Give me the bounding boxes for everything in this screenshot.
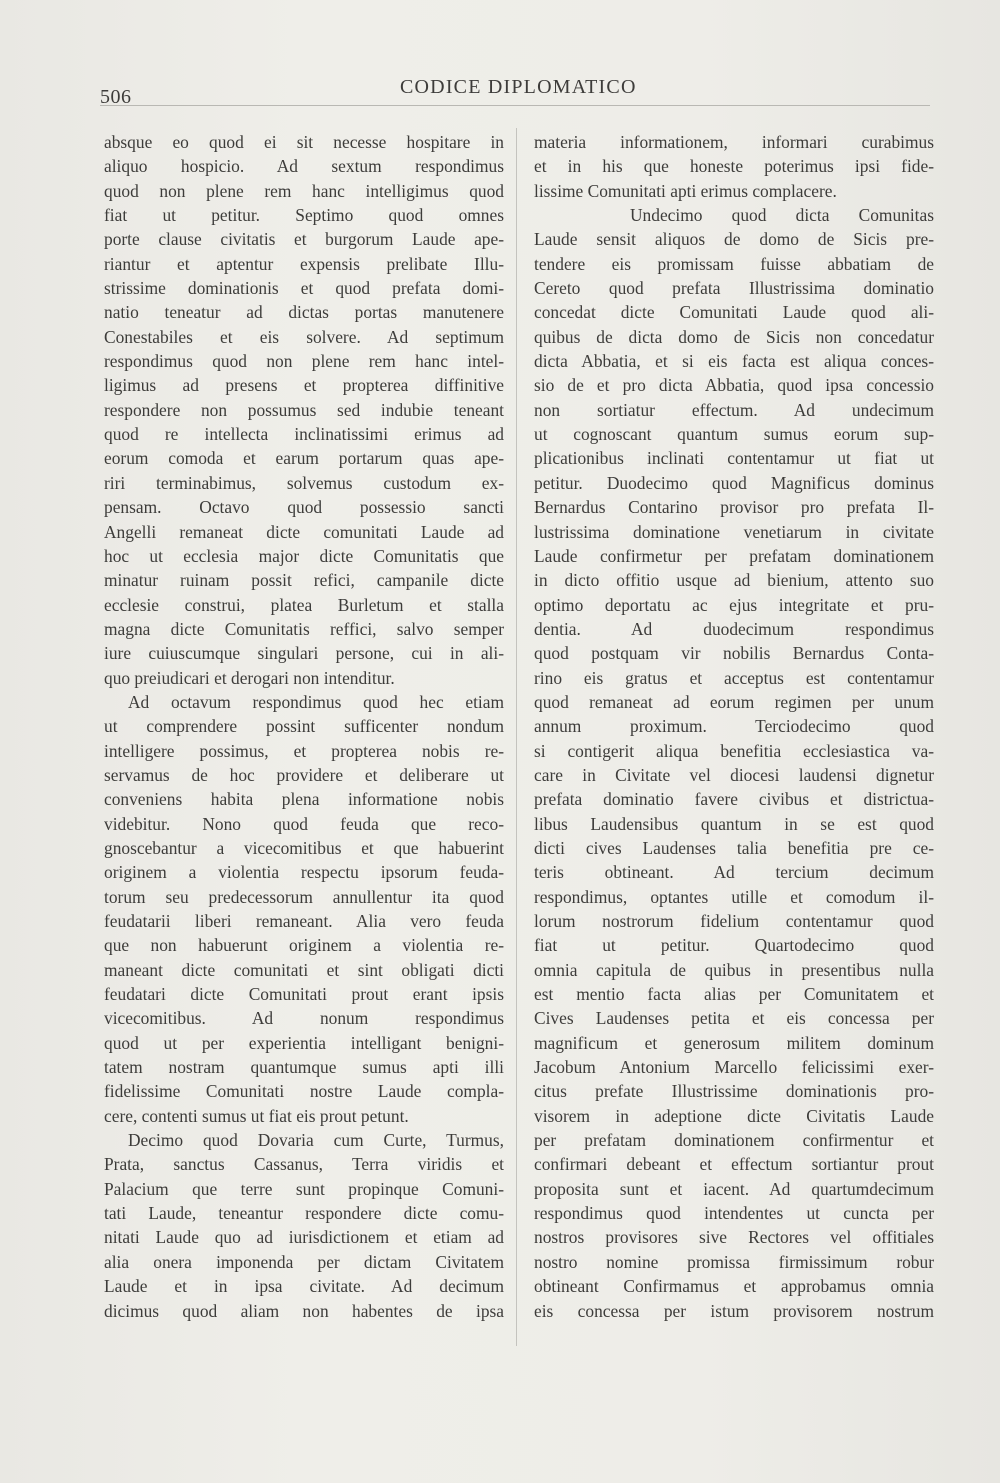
text-line: fidelissime Comunitati nostre Laude compla- bbox=[104, 1081, 504, 1102]
text-line: dicta Abbatia, et si eis facta est aliqua conces- bbox=[534, 351, 934, 372]
text-line: aliquo hospicio. Ad sextum respondimus bbox=[104, 156, 504, 177]
text-line: iure cuiuscumque singulari persone, cui in ali- bbox=[104, 643, 504, 664]
text-line: respondimus quod non plene rem hanc intel- bbox=[104, 351, 504, 372]
text-line: sio de et pro dicta Abbatia, quod ipsa concessio bbox=[534, 375, 934, 396]
text-line: respondimus quod intendentes ut cuncta per bbox=[534, 1203, 934, 1224]
text-line: Angelli remaneat dicte comunitati Laude ad bbox=[104, 521, 504, 542]
text-line: libus Laudensibus quantum in se est quod bbox=[534, 813, 934, 834]
text-line: Cereto quod prefata Illustrissima dominatio bbox=[534, 278, 934, 299]
text-line: quod ut per experientia intelligant benigni- bbox=[104, 1032, 504, 1053]
text-line: care in Civitate vel diocesi laudensi dignetur bbox=[534, 764, 934, 785]
text-line: cere, contenti sumus ut fiat eis prout petunt. bbox=[104, 1105, 409, 1126]
text-line: riantur et aptentur expensis prelibate Illu- bbox=[104, 253, 504, 274]
text-line: vicecomitibus. Ad nonum respondimus bbox=[104, 1008, 504, 1029]
text-line: Palacium que terre sunt propinque Comuni- bbox=[104, 1178, 504, 1199]
text-line: ut cognoscant quantum sumus eorum sup- bbox=[534, 424, 934, 445]
text-line: proposita sunt et iacent. Ad quartumdecimum bbox=[534, 1178, 934, 1199]
text-line: quod postquam vir nobilis Bernardus Conta- bbox=[534, 643, 934, 664]
text-line: non sortiatur effectum. Ad undecimum bbox=[534, 399, 934, 420]
page-number: 506 bbox=[100, 86, 132, 108]
text-line: tendere eis promissam fuisse abbatiam de bbox=[534, 253, 934, 274]
text-line: tatem nostram quantumque sumus apti illi bbox=[104, 1057, 504, 1078]
text-line: fiat ut petitur. Quartodecimo quod bbox=[534, 935, 934, 956]
text-line: Laude sensit aliquos de domo de Sicis pre- bbox=[534, 229, 934, 250]
text-line: per prefatam dominationem confirmentur et bbox=[534, 1130, 934, 1151]
text-line: respondere non possumus sed indubie teneant bbox=[104, 399, 504, 420]
text-line: torum seu predecessorum annullentur ita quod bbox=[104, 886, 504, 907]
text-line: prefata dominatio favere civibus et districtua- bbox=[534, 789, 934, 810]
text-line: feudatarii liberi remaneant. Alia vero feuda bbox=[104, 911, 504, 931]
text-line: visorem in adeptione dicte Civitatis Laude bbox=[534, 1105, 934, 1126]
text-line: quibus de dicta domo de Sicis non concedatur bbox=[534, 326, 934, 347]
text-line: ecclesie construi, platea Burletum et stalla bbox=[104, 594, 504, 615]
text-line: confirmari debeant et effectum sortiantur prout bbox=[534, 1154, 934, 1175]
text-line: maneant dicte comunitati et sint obligati dicti bbox=[104, 959, 504, 980]
text-line: fiat ut petitur. Septimo quod omnes bbox=[104, 205, 504, 226]
text-line: gnoscebantur a vicecomitibus et que habuerint bbox=[104, 837, 504, 858]
text-line: tati Laude, teneantur respondere dicte comu- bbox=[104, 1203, 504, 1224]
text-line: rino eis gratus et acceptus est contentamur bbox=[534, 667, 934, 688]
text-line: dicimus quod aliam non habentes de ipsa bbox=[104, 1300, 504, 1321]
text-line: si contigerit aliqua benefitia ecclesiastica va- bbox=[534, 740, 934, 761]
text-line: conveniens habita plena informatione nobis bbox=[104, 789, 504, 810]
text-line: quod remaneat ad eorum regimen per unum bbox=[534, 691, 934, 712]
text-line: natio teneatur ad dictas portas manutenere bbox=[104, 302, 504, 323]
text-line: alia onera imponenda per dictam Civitatem bbox=[104, 1251, 504, 1272]
text-line: ligimus ad presens et propterea diffinitive bbox=[104, 375, 504, 396]
text-line: nostro nomine promissa firmissimum robur bbox=[534, 1251, 934, 1272]
header-rule bbox=[100, 105, 930, 106]
text-line: annum proximum. Terciodecimo quod bbox=[534, 716, 934, 737]
text-line: hoc ut ecclesia major dicte Comunitatis que bbox=[104, 545, 504, 566]
text-line: videbitur. Nono quod feuda que reco- bbox=[104, 813, 504, 834]
text-line: quod non plene rem hanc intelligimus quod bbox=[104, 180, 504, 201]
text-line: servamus de hoc providere et deliberare ut bbox=[104, 764, 504, 785]
text-line: eis concessa per istum provisorem nostrum bbox=[534, 1300, 934, 1321]
text-line: ut comprendere possint sufficenter nondum bbox=[104, 716, 504, 737]
text-line: concedat dicte Comunitati Laude quod ali- bbox=[534, 302, 934, 323]
text-line: porte clause civitatis et burgorum Laude ape- bbox=[104, 229, 504, 250]
text-line: intelligere possimus, et propterea nobis re- bbox=[104, 740, 504, 761]
text-line: citus prefate Illustrissime dominationis pro- bbox=[534, 1081, 934, 1102]
text-line: in dicto offitio usque ad bienium, attento suo bbox=[534, 570, 934, 591]
page-header bbox=[100, 72, 930, 106]
text-line: respondimus, optantes utille et comodum il- bbox=[534, 886, 934, 907]
text-line: eorum comoda et earum portarum quas ape- bbox=[104, 448, 504, 469]
text-line: petitur. Duodecimo quod Magnificus dominus bbox=[534, 472, 934, 493]
text-line: absque eo quod ei sit necesse hospitare in bbox=[104, 132, 504, 152]
text-line: omnia capitula de quibus in presentibus nulla bbox=[534, 959, 934, 980]
text-line: que non habuerunt originem a violentia re- bbox=[104, 935, 504, 956]
text-line: teris obtineant. Ad tercium decimum bbox=[534, 862, 934, 883]
text-line: quo preiudicari et derogari non intenditur. bbox=[104, 667, 395, 688]
running-head: CODICE DIPLOMATICO bbox=[400, 76, 637, 98]
text-line: dicti cives Laudenses talia benefitia pre ce- bbox=[534, 837, 934, 858]
text-line: Cives Laudenses petita et eis concessa per bbox=[534, 1008, 934, 1029]
text-line: plicationibus inclinati contentamur ut fiat ut bbox=[534, 448, 934, 469]
text-line: pensam. Octavo quod possessio sancti bbox=[104, 497, 504, 518]
text-line: riri terminabimus, solvemus custodum ex- bbox=[104, 472, 504, 493]
text-line: quod re intellecta inclinatissimi erimus ad bbox=[104, 424, 504, 445]
text-line: Bernardus Contarino provisor pro prefata Il- bbox=[534, 497, 934, 518]
text-line: lustrissima dominatione venetiarum in civitate bbox=[534, 521, 934, 542]
text-line: dentia. Ad duodecimum respondimus bbox=[534, 618, 934, 639]
text-line: magna dicte Comunitatis reffici, salvo semper bbox=[104, 618, 504, 639]
text-line: Ad octavum respondimus quod hec etiam bbox=[128, 691, 504, 712]
text-line: Undecimo quod dicta Comunitas bbox=[630, 205, 934, 226]
text-line: lorum nostrorum fidelium contentamur quod bbox=[534, 911, 934, 931]
text-line: optimo deportatu ac ejus integritate et pru- bbox=[534, 594, 934, 615]
text-line: Laude et in ipsa civitate. Ad decimum bbox=[104, 1276, 504, 1297]
left-column bbox=[104, 130, 504, 1323]
right-column bbox=[534, 130, 934, 1323]
text-line: strissime dominationis et quod prefata domi- bbox=[104, 278, 504, 299]
text-line: obtineant Confirmamus et approbamus omnia bbox=[534, 1276, 934, 1297]
text-line: feudatari dicte Comunitati prout erant ipsis bbox=[104, 984, 504, 1005]
text-line: magnificum et generosum militem dominum bbox=[534, 1032, 934, 1053]
text-line: originem a violentia respectu ipsorum feuda- bbox=[104, 862, 504, 883]
text-line: nostros provisores sive Rectores vel offitiales bbox=[534, 1227, 934, 1248]
text-line: Prata, sanctus Cassanus, Terra viridis et bbox=[104, 1154, 504, 1175]
text-line: Laude confirmetur per prefatam dominationem bbox=[534, 545, 934, 566]
text-line: est mentio facta alias per Comunitatem et bbox=[534, 984, 934, 1005]
text-line: materia informationem, informari curabimus bbox=[534, 132, 934, 152]
text-line: et in his que honeste poterimus ipsi fide- bbox=[534, 156, 934, 177]
text-line: lissime Comunitati apti erimus complacere. bbox=[534, 180, 837, 201]
column-divider bbox=[516, 128, 517, 1346]
text-line: minatur ruinam possit refici, campanile dicte bbox=[104, 570, 504, 591]
text-line: nitati Laude quo ad iurisdictionem et etiam ad bbox=[104, 1227, 504, 1248]
text-line: Jacobum Antonium Marcello felicissimi exer- bbox=[534, 1057, 934, 1078]
text-line: Conestabiles et eis solvere. Ad septimum bbox=[104, 326, 504, 347]
text-line: Decimo quod Dovaria cum Curte, Turmus, bbox=[128, 1130, 504, 1151]
